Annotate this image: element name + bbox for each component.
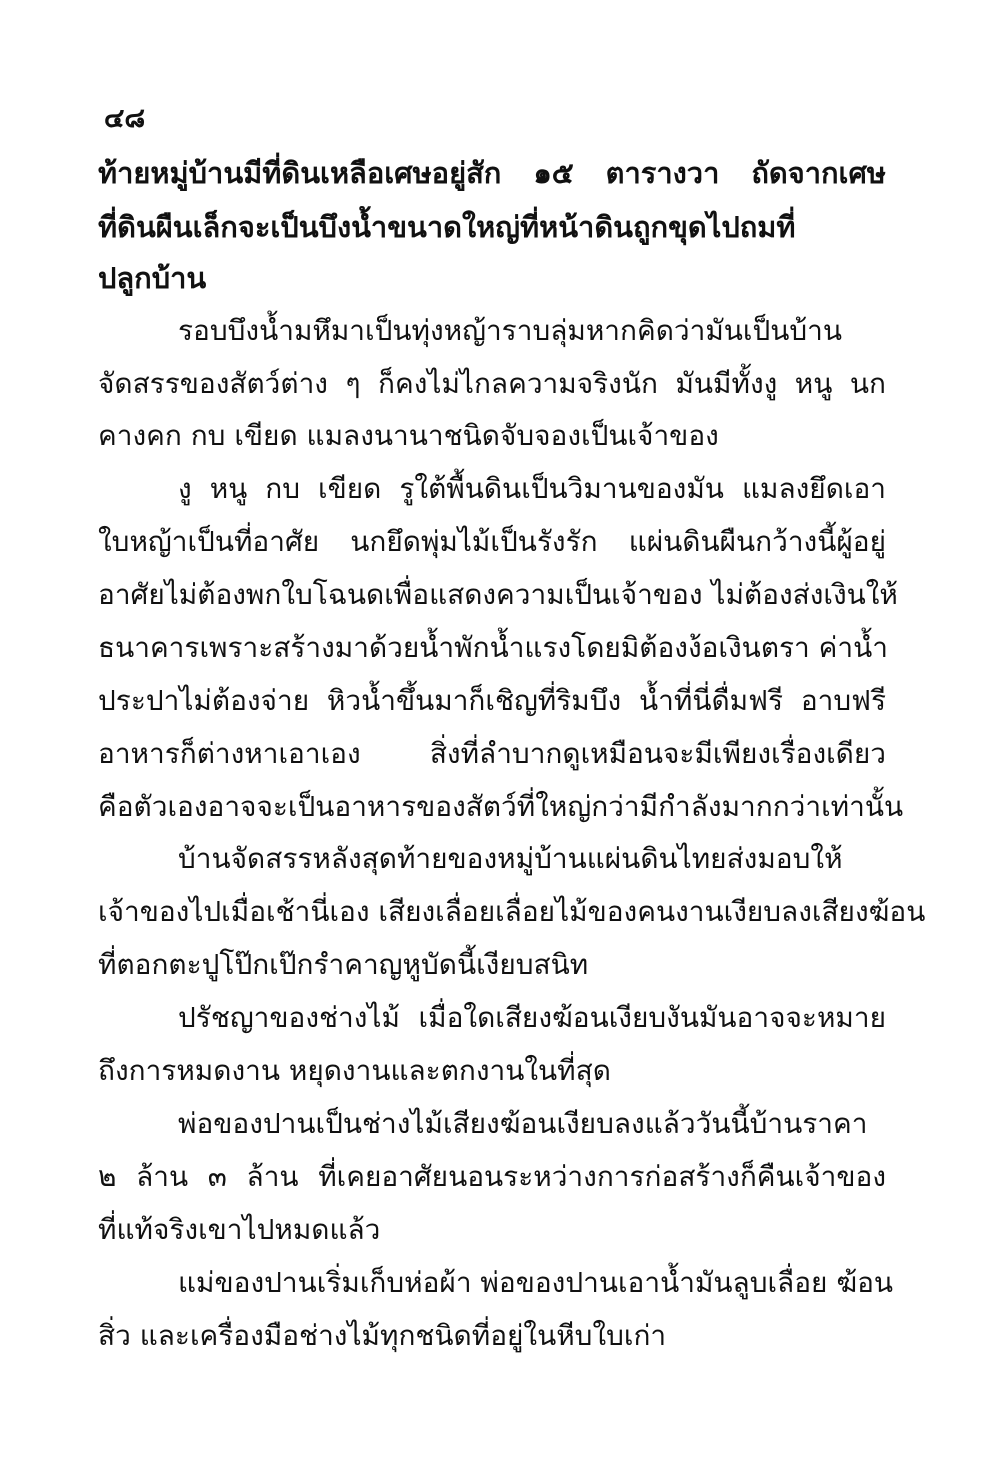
text-line: สิ่ว และเครื่องมือช่างไม้ทุกชนิดที่อยู่ในหีบใบเก่า <box>98 1319 667 1352</box>
text-line: คือตัวเองอาจจะเป็นอาหารของสัตว์ที่ใหญ่กว่ามีกำลังมากกว่าเท่านั้น <box>98 790 904 823</box>
text-line: พ่อของปานเป็นช่างไม้เสียงฆ้อนเงียบลงแล้ววันนี้บ้านราคา <box>178 1107 868 1140</box>
text-line: แม่ของปานเริ่มเก็บห่อผ้า พ่อของปานเอาน้ำมันลูบเลื่อย ฆ้อน <box>178 1266 894 1299</box>
text-line: งู หนู กบ เขียด รูใต้พื้นดินเป็นวิมานของมัน แมลงยึดเอา <box>178 472 886 505</box>
text-line: ที่ตอกตะปูโป๊กเป๊กรำคาญหูบัดนี้เงียบสนิท <box>98 948 589 981</box>
text-line: ธนาคารเพราะสร้างมาด้วยน้ำพักน้ำแรงโดยมิต้องง้อเงินตรา ค่าน้ำ <box>98 631 888 664</box>
text-line: ปลูกบ้าน <box>98 261 207 295</box>
text-line: อาหารก็ต่างหาเอาเอง สิ่งที่ลำบากดูเหมือนจะมีเพียงเรื่องเดียว <box>98 737 886 770</box>
text-line: คางคก กบ เขียด แมลงนานาชนิดจับจองเป็นเจ้าของ <box>98 419 719 452</box>
text-line: ท้ายหมู่บ้านมีที่ดินเหลือเศษอยู่สัก ๑๕ ตารางวา ถัดจากเศษ <box>98 156 886 190</box>
text-line: ๒ ล้าน ๓ ล้าน ที่เคยอาศัยนอนระหว่างการก่อสร้างก็คืนเจ้าของ <box>98 1160 886 1193</box>
text-line: ถึงการหมดงาน หยุดงานและตกงานในที่สุด <box>98 1054 611 1087</box>
text-line: ปรัชญาของช่างไม้ เมื่อใดเสียงฆ้อนเงียบงันมันอาจจะหมาย <box>178 1001 886 1034</box>
text-line: ที่แท้จริงเขาไปหมดแล้ว <box>98 1213 381 1246</box>
text-line: อาศัยไม่ต้องพกใบโฉนดเพื่อแสดงความเป็นเจ้าของ ไม่ต้องส่งเงินให้ <box>98 578 898 611</box>
page-number: ๔๘ <box>104 103 146 134</box>
text-line: เจ้าของไปเมื่อเช้านี่เอง เสียงเลื่อยเลื่อยไม้ของคนงานเงียบลงเสียงฆ้อน <box>98 895 926 928</box>
text-line: ใบหญ้าเป็นที่อาศัย นกยึดพุ่มไม้เป็นรังรัก แผ่นดินผืนกว้างนี้ผู้อยู่ <box>98 525 886 558</box>
text-line: ประปาไม่ต้องจ่าย หิวน้ำขึ้นมาก็เชิญที่ริมบึง น้ำที่นี่ดื่มฟรี อาบฟรี <box>98 684 886 717</box>
text-line: จัดสรรของสัตว์ต่าง ๆ ก็คงไม่ไกลความจริงนัก มันมีทั้งงู หนู นก <box>98 367 886 400</box>
text-line: บ้านจัดสรรหลังสุดท้ายของหมู่บ้านแผ่นดินไทยส่งมอบให้ <box>178 842 843 875</box>
text-line: ที่ดินผืนเล็กจะเป็นบึงน้ำขนาดใหญ่ที่หน้าดินถูกขุดไปถมที่ <box>98 210 796 244</box>
text-line: รอบบึงน้ำมหึมาเป็นทุ่งหญ้าราบลุ่มหากคิดว่ามันเป็นบ้าน <box>178 314 843 347</box>
